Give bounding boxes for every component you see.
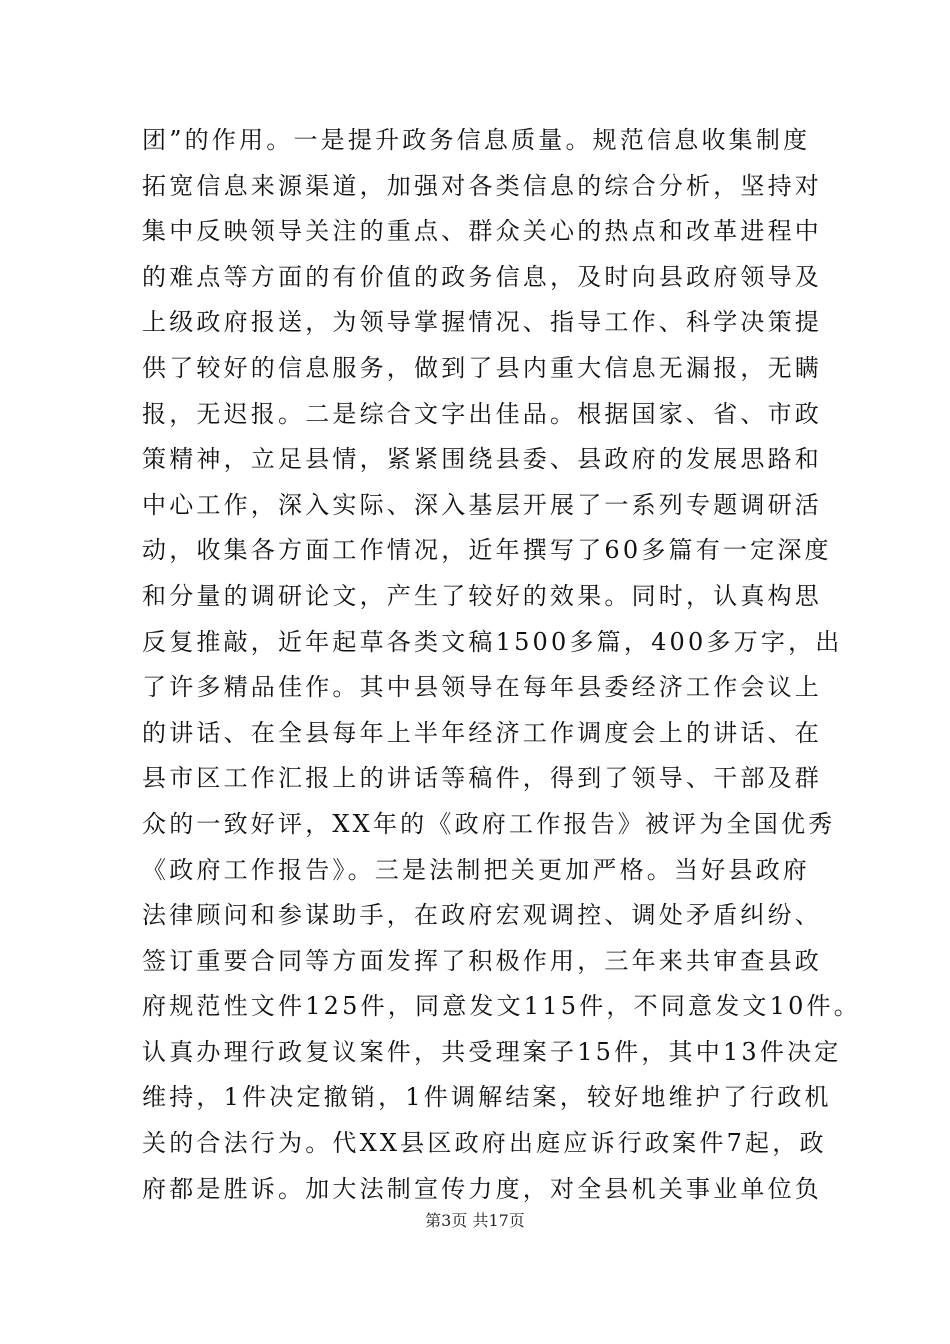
text-line: 认真办理行政复议案件，共受理案子15件，其中13件决定 xyxy=(142,1037,842,1066)
text-line: 众的一致好评，XX年的《政府工作报告》被评为全国优秀 xyxy=(142,809,836,838)
page-number-label: 第3页 共17页 xyxy=(425,1211,525,1230)
text-line: 的难点等方面的有价值的政务信息，及时向县政府领导及 xyxy=(142,262,822,291)
text-line: 动，收集各方面工作情况，近年撰写了60多篇有一定深度 xyxy=(142,536,832,565)
text-line: 和分量的调研论文，产生了较好的效果。同时，认真构思 xyxy=(142,581,822,610)
text-line: 府都是胜诉。加大法制宣传力度，对全县机关事业单位负 xyxy=(142,1174,822,1203)
text-line: 的讲话、在全县每年上半年经济工作调度会上的讲话、在 xyxy=(142,718,822,747)
text-line: 府规范性文件125件，同意发文115件，不同意发文10件。 xyxy=(142,992,861,1021)
text-line: 县市区工作汇报上的讲话等稿件，得到了领导、干部及群 xyxy=(142,764,822,793)
body-text xyxy=(142,118,861,1212)
text-line: 《政府工作报告》。三是法制把关更加严格。当好县政府 xyxy=(142,855,810,884)
page-footer xyxy=(0,1210,950,1232)
text-line: 法律顾问和参谋助手，在政府宏观调控、调处矛盾纠纷、 xyxy=(142,901,822,930)
text-line: 拓宽信息来源渠道，加强对各类信息的综合分析，坚持对 xyxy=(142,171,822,200)
text-line: 集中反映领导关注的重点、群众关心的热点和改革进程中 xyxy=(142,217,822,246)
text-line: 签订重要合同等方面发挥了积极作用，三年来共审查县政 xyxy=(142,946,822,975)
text-line: 报，无迟报。二是综合文字出佳品。根据国家、省、市政 xyxy=(142,399,822,428)
text-line: 上级政府报送，为领导掌握情况、指导工作、科学决策提 xyxy=(142,308,822,337)
text-line: 了许多精品佳作。其中县领导在每年县委经济工作会议上 xyxy=(142,673,822,702)
text-line: 维持，1件决定撤销，1件调解结案，较好地维护了行政机 xyxy=(142,1083,832,1112)
text-line: 关的合法行为。代XX县区政府出庭应诉行政案件7起，政 xyxy=(142,1129,827,1158)
text-line: 策精神，立足县情，紧紧围绕县委、县政府的发展思路和 xyxy=(142,445,822,474)
text-line: 反复推敲，近年起草各类文稿1500多篇，400多万字，出 xyxy=(142,627,843,656)
text-line: 团”的作用。一是提升政务信息质量。规范信息收集制度 xyxy=(142,126,811,154)
text-line: 供了较好的信息服务，做到了县内重大信息无漏报，无瞒 xyxy=(142,353,822,382)
text-line: 中心工作，深入实际、深入基层开展了一系列专题调研活 xyxy=(142,490,822,519)
